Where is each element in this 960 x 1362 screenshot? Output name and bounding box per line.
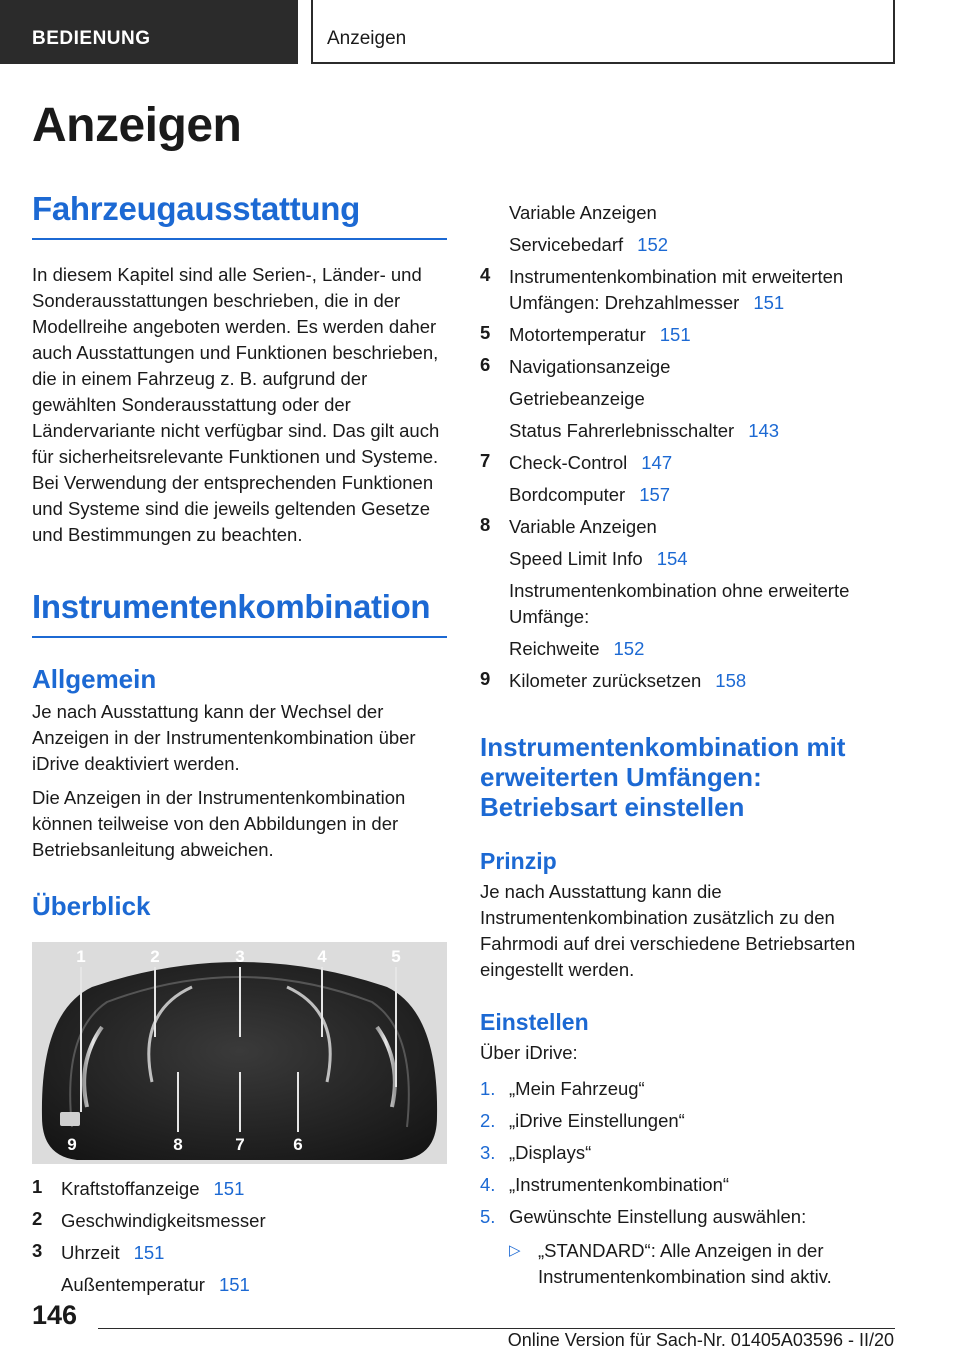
header-section-label: BEDIENUNG [32, 28, 151, 49]
general-heading: Allgemein [32, 664, 157, 694]
header-section-tab [0, 0, 298, 64]
page-ref-link[interactable]: 143 [748, 420, 780, 441]
legend-entry: Variable Anzeigen [509, 516, 657, 537]
step-2: 2. „iDrive Einstellungen“ [480, 1108, 900, 1134]
principle-text: Je nach Ausstattung kann die Instrumentenkombination zusätzlich zu den Fahrmodi auf drei verschiedene Betriebsarten eingestellt werden. [480, 881, 856, 980]
legend-number: 8 [480, 514, 491, 535]
step-number: 5. [480, 1206, 496, 1227]
figure-label-5: 5 [391, 947, 401, 966]
page-ref-link[interactable]: 151 [753, 292, 785, 313]
page-ref-link[interactable]: 147 [641, 452, 673, 473]
legend-entry: Variable Anzeigen [509, 202, 657, 223]
figure-label-4: 4 [317, 947, 327, 966]
legend-item-6 [480, 354, 900, 444]
footer-divider [98, 1328, 895, 1329]
legend-entry: Navigationsanzeige [509, 356, 671, 377]
page-number: 146 [32, 1300, 78, 1330]
legend-list-right [480, 200, 900, 694]
step-number: 2. [480, 1110, 496, 1131]
step-5: 5. Gewünschte Einstellung auswählen: ▷ „STANDARD“: Alle Anzeigen in der Instrumentenkombination sind aktiv. [480, 1204, 900, 1290]
legend-entry: Check-Control 147 [509, 452, 673, 473]
legend-number: 5 [480, 322, 491, 343]
page-ref-link[interactable]: 151 [218, 1274, 250, 1295]
odometer-button [60, 1112, 80, 1126]
settings-steps [480, 1076, 900, 1290]
legend-number: 4 [480, 264, 491, 285]
page-ref-link[interactable]: 151 [213, 1178, 245, 1199]
sub-step: ▷ „STANDARD“: Alle Anzeigen in der Instrumentenkombination sind aktiv. [509, 1240, 832, 1287]
legend-entry: Status Fahrerlebnisschalter 143 [509, 420, 780, 441]
figure-label-1: 1 [76, 947, 86, 966]
legend-entry: Instrumentenkombination ohne erweiterte Umfänge: [509, 580, 850, 627]
right-column [480, 200, 900, 1290]
figure-label-7: 7 [235, 1135, 245, 1154]
step-number: 4. [480, 1174, 496, 1195]
legend-entry: Bordcomputer 157 [509, 484, 671, 505]
legend-number: 6 [480, 354, 491, 375]
principle-heading: Prinzip [480, 848, 557, 874]
legend-number: 3 [32, 1240, 43, 1261]
cluster-heading: Instrumentenkombination [32, 588, 447, 638]
page-ref-link[interactable]: 151 [133, 1242, 165, 1263]
legend-entry: Servicebedarf 152 [509, 234, 669, 255]
footer-version: Online Version für Sach-Nr. 01405A03596 - II/20 [507, 1330, 894, 1350]
legend-entry: Speed Limit Info 154 [509, 548, 688, 569]
header-chapter-tab [311, 0, 895, 64]
settings-intro: Über iDrive: [480, 1042, 578, 1063]
figure-label-6: 6 [293, 1135, 303, 1154]
general-paragraph-2: Die Anzeigen in der Instrumentenkombination können teilweise von den Abbildungen in der Betriebsanleitung abweichen. [32, 787, 406, 860]
page-ref-link[interactable]: 158 [715, 670, 747, 691]
legend-entry: Uhrzeit 151 [61, 1242, 165, 1263]
figure-label-3: 3 [235, 947, 245, 966]
legend-item-5 [480, 322, 900, 348]
legend-item-7 [480, 450, 900, 508]
equipment-heading: Fahrzeugausstattung [32, 190, 447, 240]
step-1: 1. „Mein Fahrzeug“ [480, 1076, 900, 1102]
figure-label-9: 9 [67, 1135, 77, 1154]
figure-label-8: 8 [173, 1135, 183, 1154]
step-3: 3. „Displays“ [480, 1140, 900, 1166]
step-number: 3. [480, 1142, 496, 1163]
general-paragraph-1: Je nach Ausstattung kann der Wechsel der Anzeigen in der Instrumentenkombination über iDrive deaktiviert werden. [32, 701, 416, 774]
legend-list-left [32, 1176, 447, 1298]
legend-item-1 [32, 1176, 447, 1202]
legend-entry: Getriebeanzeige [509, 388, 645, 409]
step-number: 1. [480, 1078, 496, 1099]
mode-heading: Instrumentenkombination mit erweiterten Umfängen: Betriebsart einstellen [480, 732, 846, 822]
legend-entry: Kraftstoffanzeige 151 [61, 1178, 245, 1199]
settings-heading: Einstellen [480, 1009, 589, 1035]
page-title: Anzeigen [32, 99, 242, 152]
legend-item-8 [480, 514, 900, 662]
step-4: 4. „Instrumentenkombination“ [480, 1172, 900, 1198]
header-chapter-label: Anzeigen [327, 28, 407, 49]
legend-number: 9 [480, 668, 491, 689]
legend-entry: Reichweite 152 [509, 638, 645, 659]
legend-item-9 [480, 668, 900, 694]
legend-number: 2 [32, 1208, 43, 1229]
legend-number: 7 [480, 450, 491, 471]
figure-label-2: 2 [150, 947, 160, 966]
legend-item-3 [32, 1240, 447, 1298]
equipment-text: In diesem Kapitel sind alle Serien-, Länder- und Sonderausstattungen beschrieben, die in der Modellreihe angeboten werden. Es werden daher auch Ausstattungen und Funktionen beschrieben, die in einem Fahrzeug z. B. aufgrund der gewählten Sonderausstattung oder der Ländervariante nicht verfügbar sind. Das gilt auch für sicherheitsrelevante Funktionen und Systeme. Bei Verwendung der entsprechenden Funktionen und Systeme sind die jeweils geltenden Gesetze und Bestimmungen zu beachten. [32, 264, 440, 545]
legend-entry: Instrumentenkombination mit erweiterten Umfängen: Drehzahlmesser 151 [509, 266, 844, 313]
legend-item-2 [32, 1208, 447, 1234]
instrument-cluster-figure [32, 942, 447, 1164]
legend-entry: Außentemperatur 151 [61, 1274, 250, 1295]
page-ref-link[interactable]: 157 [639, 484, 671, 505]
legend-entry: Kilometer zurücksetzen 158 [509, 670, 747, 691]
overview-heading: Überblick [32, 891, 151, 921]
legend-item-3-cont [480, 200, 900, 258]
left-column [32, 190, 447, 1298]
legend-number: 1 [32, 1176, 43, 1197]
page-ref-link[interactable]: 152 [637, 234, 669, 255]
legend-item-4 [480, 264, 900, 316]
legend-entry: Motortemperatur 151 [509, 324, 691, 345]
legend-entry: Geschwindigkeitsmesser [61, 1210, 266, 1231]
triangle-bullet-icon: ▷ [509, 1242, 521, 1259]
page-ref-link[interactable]: 152 [613, 638, 645, 659]
page-ref-link[interactable]: 154 [656, 548, 688, 569]
page-ref-link[interactable]: 151 [659, 324, 691, 345]
